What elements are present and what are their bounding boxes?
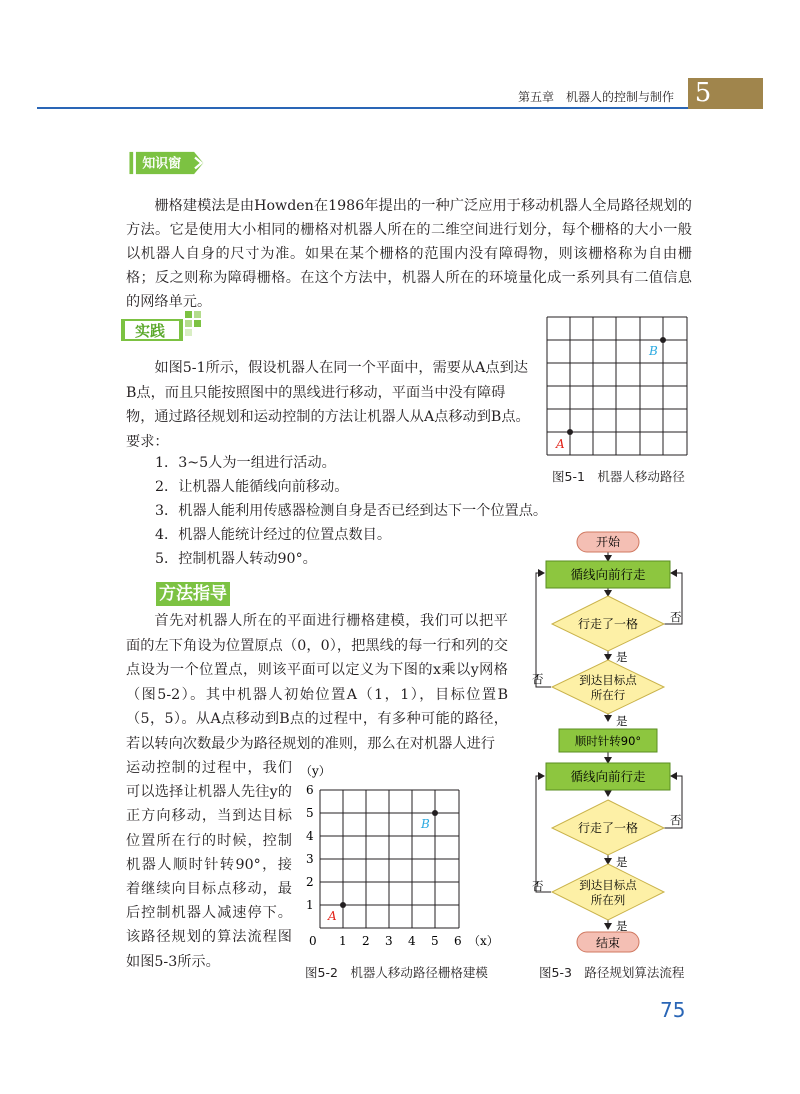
point-a-label: A (328, 909, 337, 923)
point-b-label: B (649, 344, 658, 358)
figure-5-1-grid (546, 316, 690, 458)
x-tick: 3 (385, 934, 393, 948)
x-tick: 0 (309, 934, 317, 948)
list-item: 4．机器人能统计经过的位置点数目。 (155, 527, 392, 543)
x-tick: 4 (408, 934, 416, 948)
list-item: 3．机器人能利用传感器检测自身是否已经到达下一个位置点。 (155, 503, 548, 519)
method-paragraph: 首先对机器人所在的平面进行栅格建模，我们可以把平面的左下角设为位置原点（0，0），把黑线的每一行和列的交点设为一个位置点，则该平面可以定义为下图的x乘以y网格（图5-2）。其中机器人初始位置A（1，1），目标位置B（5，5）。从A点移动到B点的过程中，有多种可能的路径，若以转向次数最少为路径规划的准则，那么在对机器人进行 (126, 613, 508, 752)
tag-stripe (129, 152, 133, 174)
y-tick: 4 (306, 829, 314, 843)
flow-end-label: 结束 (595, 936, 621, 950)
flow-turn-label: 顺时针转90° (574, 734, 642, 748)
chapter-number: 5 (694, 78, 712, 108)
figure-5-1-caption: 图5-1 机器人移动路径 (552, 469, 685, 484)
knowledge-body (126, 194, 692, 314)
chapter-title: 第五章 机器人的控制与制作 (518, 90, 675, 104)
deco-square (185, 311, 192, 318)
figure-5-3-flowchart (524, 528, 692, 956)
practice-tag (121, 309, 216, 341)
figure-5-2-grid-model (294, 760, 508, 956)
deco-square (194, 320, 201, 327)
flow-follow-line-1-label: 循线向前行走 (570, 567, 646, 582)
method-title: 方法指导 (156, 582, 230, 606)
y-tick: 3 (306, 852, 314, 866)
flow-yes-label: 是 (616, 919, 628, 933)
point-b-label: B (421, 817, 430, 831)
flow-decision-4 (552, 864, 664, 920)
point-b-dot (432, 810, 438, 816)
x-axis-label: （x） (468, 934, 499, 948)
point-a-dot (567, 429, 573, 435)
flow-start-label: 开始 (595, 535, 621, 549)
flow-no-label: 否 (670, 610, 682, 624)
figure-5-2-caption: 图5-2 机器人移动路径栅格建模 (305, 965, 488, 980)
point-a-label: A (556, 437, 565, 451)
deco-square (194, 311, 201, 318)
y-axis-label: （y） (300, 764, 331, 778)
requirement-list (155, 451, 547, 571)
point-b-dot (660, 337, 666, 343)
x-tick: 6 (454, 934, 462, 948)
y-tick: 5 (306, 806, 314, 820)
flow-decision-3-label: 行走了一格 (577, 821, 639, 835)
knowledge-tag-label: 知识窗 (142, 156, 182, 172)
grid-lines (547, 317, 687, 455)
point-a-dot (340, 902, 346, 908)
method-body-continued: 运动控制的过程中，我们可以选择让机器人先往y的正方向移动，当到达目标位置所在行的时候，控制机器人顺时针转90°，接着继续向目标点移动，最后控制机器人减速停下。该路径规划的算法流程图如图5-3所示。 (126, 760, 292, 970)
list-item: 5．控制机器人转动90°。 (155, 551, 317, 567)
x-tick: 1 (339, 934, 347, 948)
practice-paragraph: 如图5-1所示，假设机器人在同一个平面中，需要从A点到达B点，而且只能按照图中的黑线进行移动，平面当中没有障碍物，通过路径规划和运动控制的方法让机器人从A点移动到B点。要求： (126, 360, 530, 450)
flow-no-label: 否 (532, 879, 544, 893)
x-tick: 5 (431, 934, 439, 948)
flow-no-label: 否 (532, 672, 544, 686)
flow-yes-label: 是 (616, 650, 628, 664)
flow-decision-2-line2: 所在行 (590, 688, 626, 702)
knowledge-paragraph: 栅格建模法是由Howden在1986年提出的一种广泛应用于移动机器人全局路径规划的方法。它是使用大小相同的栅格对机器人所在的二维空间进行划分，每个栅格的大小一般以机器人自身的尺寸为准。如果在某个栅格的范围内没有障碍物，则该栅格称为自由栅格；反之则称为障碍栅格。在这个方法中，机器人所在的环境量化成一系列具有二值信息的网络单元。 (126, 198, 692, 310)
list-item: 2．让机器人能循线向前移动。 (155, 479, 349, 495)
y-tick: 1 (306, 898, 314, 912)
flow-no-label: 否 (670, 813, 682, 827)
list-item: 1．3~5人为一组进行活动。 (155, 455, 336, 471)
x-tick: 2 (362, 934, 370, 948)
flow-decision-1-label: 行走了一格 (577, 617, 639, 631)
deco-square (185, 329, 192, 336)
y-tick: 2 (306, 875, 314, 889)
figure-5-3-caption: 图5-3 路径规划算法流程 (539, 965, 685, 980)
practice-intro (126, 356, 530, 454)
knowledge-tag (126, 151, 216, 175)
flow-decision-2 (552, 660, 664, 714)
page-number: 75 (660, 998, 686, 1022)
flow-yes-label: 是 (616, 714, 628, 728)
deco-square (185, 320, 192, 327)
header-rule (37, 107, 689, 109)
grid-lines (320, 790, 459, 928)
y-tick: 6 (306, 783, 314, 797)
flow-yes-label: 是 (616, 855, 628, 869)
method-body (126, 609, 508, 756)
flow-follow-line-2-label: 循线向前行走 (570, 769, 646, 784)
practice-tag-label: 实践 (135, 322, 166, 340)
flow-decision-4-line2: 所在列 (590, 893, 626, 907)
flow-decision-4-line1: 到达目标点 (579, 878, 637, 892)
flow-decision-2-line1: 到达目标点 (579, 673, 637, 687)
